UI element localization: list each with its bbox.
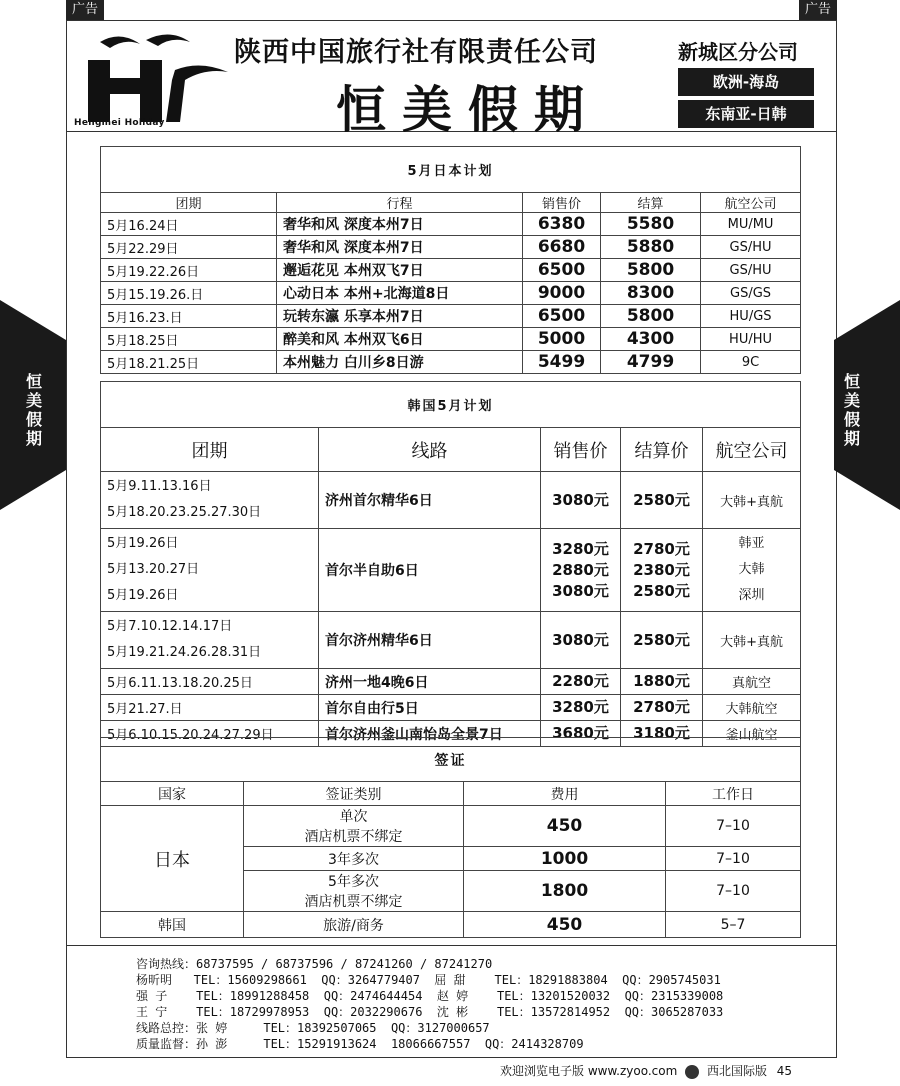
price-cell: 6500: [523, 305, 601, 328]
settle-cell: 2780元: [621, 695, 703, 721]
price-line: 2880元: [552, 560, 609, 579]
route-cell: 醉美和风 本州双飞6日: [277, 328, 523, 351]
days-cell: 7–10: [666, 806, 801, 847]
header: [66, 20, 837, 139]
type-cell: [244, 871, 464, 912]
days-cell: 7–10: [666, 871, 801, 912]
date-line: 5月19.26日: [107, 588, 179, 603]
date-cell: [101, 612, 319, 669]
route-cell: 奢华和风 深度本州7日: [277, 236, 523, 259]
route-cell: 首尔济州精华6日: [319, 612, 541, 669]
korea-header-settle: 结算价: [621, 428, 703, 472]
korea-header-price: 销售价: [541, 428, 621, 472]
airline-cell: GS/HU: [701, 259, 801, 282]
airline-line: 大韩: [738, 562, 765, 577]
logo-text: Hengmei Holiday: [74, 118, 165, 128]
settle-cell: [621, 529, 703, 612]
date-line: 5月7.10.12.14.17日: [107, 619, 233, 634]
divider: [66, 945, 837, 946]
korea-title: 韩国5月计划: [101, 382, 801, 428]
korea-header-route: 线路: [319, 428, 541, 472]
visa-title: 签证: [101, 738, 801, 782]
settle-cell: 1880元: [621, 669, 703, 695]
days-cell: 5–7: [666, 912, 801, 938]
date-cell: 5月21.27.日: [101, 695, 319, 721]
price-cell: 5000: [523, 328, 601, 351]
pill-europe: 欧洲-海岛: [678, 68, 814, 96]
contact-line: 强 子 TEL：18991288458 QQ：2474644454 赵 婷 TEL：13201520032 QQ：2315339008: [136, 989, 724, 1003]
date-cell: 5月18.25日: [101, 328, 277, 351]
date-cell: 5月15.19.26.日: [101, 282, 277, 305]
date-line: 5月19.26日: [107, 536, 179, 551]
table-row: [101, 806, 801, 847]
table-row: [101, 529, 801, 612]
airline-cell: [703, 529, 801, 612]
edition-text: 西北国际版: [706, 1064, 767, 1078]
edition-icon: [685, 1065, 699, 1079]
company-name: 陕西中国旅行社有限责任公司: [234, 37, 598, 68]
date-line: 5月9.11.13.16日: [107, 479, 212, 494]
price-cell: 5499: [523, 351, 601, 374]
country-cell: 韩国: [101, 912, 244, 938]
visa-header-country: 国家: [101, 782, 244, 806]
type-cell: [244, 806, 464, 847]
date-cell: 5月6.10.15.20.24.27.29日: [101, 721, 319, 747]
date-cell: [101, 472, 319, 529]
airline-cell: 大韩+真航: [703, 612, 801, 669]
contact-line: 杨昕明 TEL：15609298661 QQ：3264779407 屈 甜 TEL：18291883804 QQ：2905745031: [136, 973, 721, 987]
branch-name: 新城区分公司: [678, 40, 798, 64]
airline-cell: GS/HU: [701, 236, 801, 259]
route-cell: 奢华和风 深度本州7日: [277, 213, 523, 236]
airline-cell: 釜山航空: [703, 721, 801, 747]
table-row: [101, 236, 801, 259]
airline-cell: 真航空: [703, 669, 801, 695]
settle-cell: 5800: [601, 259, 701, 282]
airline-cell: MU/MU: [701, 213, 801, 236]
japan-header-settle: 结算: [601, 193, 701, 213]
settle-cell: 8300: [601, 282, 701, 305]
country-cell: 日本: [101, 806, 244, 912]
japan-title: 5月日本计划: [101, 147, 801, 193]
table-row: [101, 612, 801, 669]
fee-cell: 1800: [464, 871, 666, 912]
airline-cell: HU/HU: [701, 328, 801, 351]
type-cell: 旅游/商务: [244, 912, 464, 938]
table-row: [101, 213, 801, 236]
korea-header-date: 团期: [101, 428, 319, 472]
settle-cell: 5800: [601, 305, 701, 328]
airline-line: 深圳: [738, 588, 765, 603]
airline-cell: HU/GS: [701, 305, 801, 328]
days-cell: 7–10: [666, 847, 801, 871]
type-line: 酒店机票不绑定: [304, 829, 403, 845]
type-line: 单次: [339, 809, 368, 825]
ad-label-left: 广告: [66, 0, 104, 20]
settle-cell: 5580: [601, 213, 701, 236]
route-cell: 济州一地4晚6日: [319, 669, 541, 695]
hotline: 咨询热线：68737595 / 68737596 / 87241260 / 87241270: [136, 957, 493, 971]
airline-cell: 大韩航空: [703, 695, 801, 721]
price-cell: 6500: [523, 259, 601, 282]
type-line: 5年多次: [328, 874, 379, 890]
type-cell: 3年多次: [244, 847, 464, 871]
japan-header-date: 团期: [101, 193, 277, 213]
settle-line: 2380元: [633, 560, 690, 579]
airline-line: 韩亚: [738, 536, 765, 551]
japan-header-airline: 航空公司: [701, 193, 801, 213]
contact-line: 王 宁 TEL：18729978953 QQ：2032290676 沈 彬 TEL：13572814952 QQ：3065287033: [136, 1005, 724, 1019]
quality-supervision: 质量监督：孙 澎 TEL：15291913624 18066667557 QQ：2414328709: [136, 1037, 584, 1051]
route-cell: 本州魅力 白川乡8日游: [277, 351, 523, 374]
japan-header-route: 行程: [277, 193, 523, 213]
price-cell: 2280元: [541, 669, 621, 695]
brand-name: 恒美假期: [336, 81, 600, 139]
fee-cell: 450: [464, 912, 666, 938]
date-cell: [101, 529, 319, 612]
table-row: [101, 351, 801, 374]
route-cell: 首尔自由行5日: [319, 695, 541, 721]
contact-block: [136, 956, 723, 1052]
table-row: [101, 305, 801, 328]
date-cell: 5月16.24日: [101, 213, 277, 236]
settle-line: 2580元: [633, 581, 690, 600]
date-cell: 5月19.22.26日: [101, 259, 277, 282]
date-line: 5月13.20.27日: [107, 562, 200, 577]
korea-table: [100, 381, 801, 747]
route-cell: 心动日本 本州+北海道8日: [277, 282, 523, 305]
price-line: 3280元: [552, 539, 609, 558]
table-row: [101, 472, 801, 529]
airline-cell: 大韩+真航: [703, 472, 801, 529]
korea-header-airline: 航空公司: [703, 428, 801, 472]
settle-line: 2780元: [633, 539, 690, 558]
japan-table: [100, 146, 801, 374]
table-row: [101, 328, 801, 351]
settle-cell: 4300: [601, 328, 701, 351]
price-cell: 3680元: [541, 721, 621, 747]
table-row: [101, 282, 801, 305]
price-cell: 9000: [523, 282, 601, 305]
route-cell: 济州首尔精华6日: [319, 472, 541, 529]
date-cell: 5月22.29日: [101, 236, 277, 259]
date-cell: 5月6.11.13.18.20.25日: [101, 669, 319, 695]
date-line: 5月18.20.23.25.27.30日: [107, 505, 262, 520]
fee-cell: 1000: [464, 847, 666, 871]
japan-header-price: 销售价: [523, 193, 601, 213]
visa-header-fee: 费用: [464, 782, 666, 806]
welcome-text: 欢迎浏览电子版 www.zyoo.com: [500, 1064, 678, 1078]
right-side-label: 恒美假期: [843, 372, 860, 448]
date-line: 5月19.21.24.26.28.31日: [107, 645, 262, 660]
table-row: [101, 669, 801, 695]
date-cell: 5月16.23.日: [101, 305, 277, 328]
settle-cell: 3180元: [621, 721, 703, 747]
page-number: 45: [776, 1064, 793, 1078]
route-control: 线路总控：张 婷 TEL：18392507065 QQ：3127000657: [136, 1021, 490, 1035]
table-row: [101, 259, 801, 282]
route-cell: 首尔济州釜山南怡岛全景7日: [319, 721, 541, 747]
settle-cell: 2580元: [621, 472, 703, 529]
type-line: 酒店机票不绑定: [304, 894, 403, 910]
price-line: 3080元: [552, 581, 609, 600]
fee-cell: 450: [464, 806, 666, 847]
pill-asia: 东南亚-日韩: [678, 100, 814, 128]
airline-cell: 9C: [701, 351, 801, 374]
settle-cell: 4799: [601, 351, 701, 374]
price-cell: 3280元: [541, 695, 621, 721]
price-cell: [541, 529, 621, 612]
date-cell: 5月18.21.25日: [101, 351, 277, 374]
settle-cell: 2580元: [621, 612, 703, 669]
hengmei-logo-icon: [80, 30, 230, 130]
airline-cell: GS/GS: [701, 282, 801, 305]
route-cell: 首尔半自助6日: [319, 529, 541, 612]
route-cell: 邂逅花见 本州双飞7日: [277, 259, 523, 282]
price-cell: 3080元: [541, 612, 621, 669]
visa-table: [100, 737, 801, 938]
visa-header-days: 工作日: [666, 782, 801, 806]
left-side-label: 恒美假期: [25, 372, 42, 448]
route-cell: 玩转东瀛 乐享本州7日: [277, 305, 523, 328]
footer: [500, 1062, 792, 1079]
price-cell: 6680: [523, 236, 601, 259]
ad-label-right: 广告: [799, 0, 837, 20]
price-cell: 6380: [523, 213, 601, 236]
visa-header-type: 签证类别: [244, 782, 464, 806]
table-row: [101, 695, 801, 721]
price-cell: 3080元: [541, 472, 621, 529]
settle-cell: 5880: [601, 236, 701, 259]
table-row: [101, 912, 801, 938]
